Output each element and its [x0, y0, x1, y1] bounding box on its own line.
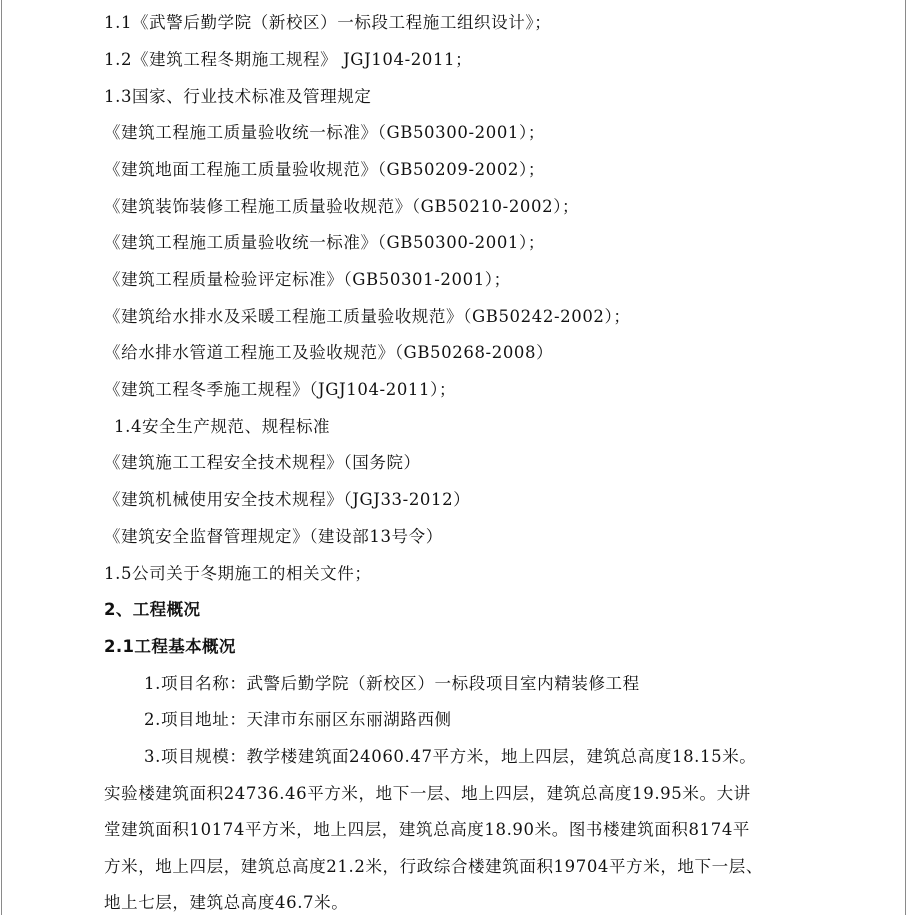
right-page-border: [905, 0, 906, 915]
standard-item: 《建筑工程施工质量验收统一标准》（GB50300-2001）；: [104, 233, 545, 252]
project-scale-cont: 实验楼建筑面积24736.46平方米，地下一层、地上四层，建筑总高度19.95米。大讲: [104, 784, 751, 803]
safety-item: 《建筑机械使用安全技术规程》（JGJ33-2012）: [104, 490, 471, 509]
standard-item: 《建筑工程冬季施工规程》（JGJ104-2011）；: [104, 380, 457, 399]
section-heading-2-1: 2.1工程基本概况: [104, 637, 236, 656]
ref-1-1: 1.1《武警后勤学院（新校区）一标段工程施工组织设计》；: [104, 13, 552, 32]
standard-item: 《给水排水管道工程施工及验收规范》（GB50268-2008）: [104, 343, 554, 362]
standard-item: 《建筑给水排水及采暖工程施工质量验收规范》（GB50242-2002）；: [104, 307, 631, 326]
standard-item: 《建筑工程质量检验评定标准》（GB50301-2001）；: [104, 270, 511, 289]
left-page-border: [1, 0, 2, 915]
project-name: 1.项目名称：武警后勤学院（新校区）一标段项目室内精装修工程: [144, 674, 640, 693]
safety-item: 《建筑安全监督管理规定》（建设部13号令）: [104, 527, 443, 546]
ref-1-5: 1.5公司关于冬期施工的相关文件；: [104, 564, 372, 583]
project-scale-cont: 地上七层，建筑总高度46.7米。: [104, 893, 349, 912]
project-scale-cont: 堂建筑面积10174平方米，地上四层，建筑总高度18.90米。图书楼建筑面积8174平: [104, 820, 751, 839]
safety-item: 《建筑施工工程安全技术规程》（国务院）: [104, 453, 421, 472]
project-scale-cont: 方米，地上四层，建筑总高度21.2米，行政综合楼建筑面积19704平方米，地下一层、: [104, 857, 763, 876]
standard-item: 《建筑装饰装修工程施工质量验收规范》（GB50210-2002）；: [104, 197, 580, 216]
standard-item: 《建筑工程施工质量验收统一标准》（GB50300-2001）；: [104, 123, 545, 142]
heading-1-4: 1.4安全生产规范、规程标准: [114, 417, 331, 436]
standard-item: 《建筑地面工程施工质量验收规范》（GB50209-2002）；: [104, 160, 545, 179]
project-scale: 3.项目规模：教学楼建筑面24060.47平方米，地上四层，建筑总高度18.15米。: [144, 747, 757, 766]
project-address: 2.项目地址：天津市东丽区东丽湖路西侧: [144, 710, 452, 729]
section-heading-2: 2、工程概况: [104, 600, 201, 619]
ref-1-2: 1.2《建筑工程冬期施工规程》 JGJ104-2011；: [104, 50, 473, 69]
heading-1-3: 1.3国家、行业技术标准及管理规定: [104, 87, 372, 106]
